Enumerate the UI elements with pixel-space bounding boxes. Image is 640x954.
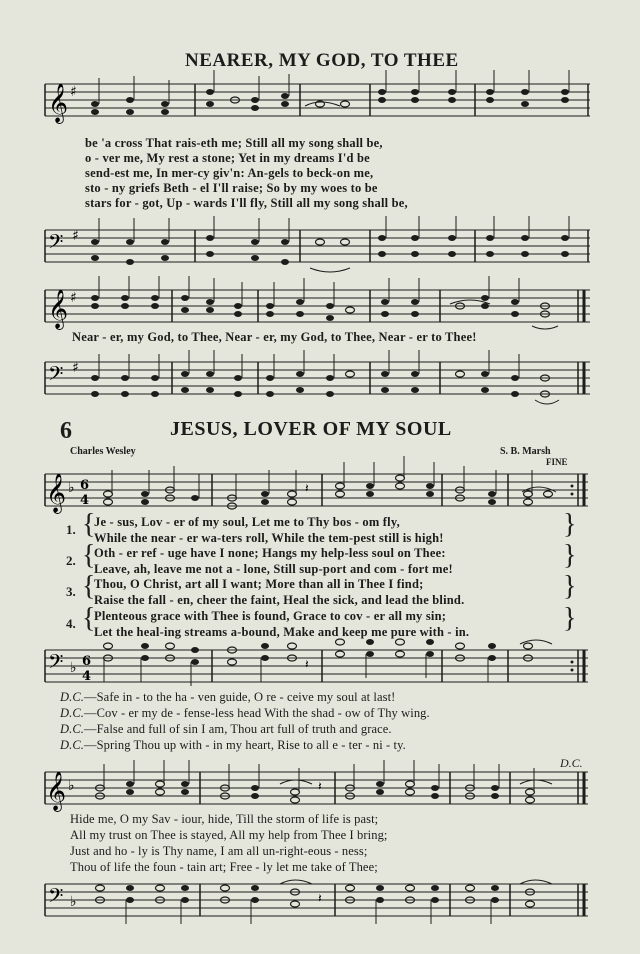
hymn-title-jesus: JESUS, LOVER OF MY SOUL: [170, 418, 452, 440]
verse-number-2: 2.: [66, 553, 76, 568]
brace-left-3: {: [82, 571, 96, 602]
svg-text:𝄢: 𝄢: [48, 230, 64, 258]
verse-number-1: 1.: [66, 522, 76, 537]
brace-right-4: }: [563, 603, 577, 634]
svg-text:6: 6: [80, 478, 90, 493]
staff-bass-1: [0, 218, 640, 278]
hymn5-verse-line-3: send-est me, In mer-cy giv'n: An-gels to beck-on me,: [85, 166, 374, 180]
dc-label-1: D.C.: [60, 690, 85, 704]
brace-left-2: {: [82, 540, 96, 571]
composer-credit: S. B. Marsh: [500, 446, 551, 457]
dc-label-2: D.C.: [60, 706, 85, 720]
svg-text:𝄽: 𝄽: [318, 891, 322, 905]
dc-label-3: D.C.: [60, 722, 85, 736]
svg-text:♭: ♭: [70, 660, 77, 676]
staff-bass-3: [0, 638, 640, 694]
dc-line-3: [60, 722, 392, 737]
middle-line-4: Thou of life the foun - tain art; Free - ly let me take of Thee;: [70, 860, 378, 874]
verse-2-line-2: Leave, ah, leave me not a - lone, Still sup-port and com - fort me!: [94, 562, 453, 576]
svg-text:𝄢: 𝄢: [48, 362, 64, 390]
dc-text-3: —False and full of sin I am, Thou art full of truth and grace.: [84, 722, 392, 736]
verse-number-4: 4.: [66, 616, 76, 631]
svg-text:𝄞: 𝄞: [46, 771, 67, 811]
brace-right-1: }: [563, 509, 577, 540]
svg-text:𝄞: 𝄞: [48, 83, 69, 123]
hymn5-verse-line-2: o - ver me, My rest a stone; Yet in my dreams I'd be: [85, 151, 370, 165]
verse-3-line-2: Raise the fall - en, cheer the faint, Heal the sick, and lead the blind.: [94, 593, 465, 607]
staff-bass-2: [0, 350, 640, 410]
dc-line-4: [60, 738, 406, 753]
hymn5-verse-line-5: stars for - got, Up - wards I'll fly, Still all my song shall be,: [85, 196, 408, 210]
verse-1-line-2: While the near - er wa-ters roll, While the tem-pest still is high!: [94, 531, 444, 545]
svg-text:𝄽: 𝄽: [305, 657, 309, 671]
brace-left-1: {: [82, 509, 96, 540]
dc-line-2: [60, 706, 430, 721]
verse-2-line-1: Oth - er ref - uge have I none; Hangs my help-less soul on Thee:: [94, 546, 446, 560]
middle-line-3: Just and ho - ly is Thy name, I am all un-right-eous - ness;: [70, 844, 368, 858]
brace-right-3: }: [563, 571, 577, 602]
dc-mark: D.C.: [560, 756, 583, 770]
svg-text:𝄽: 𝄽: [305, 481, 309, 495]
brace-right-2: }: [563, 540, 577, 571]
svg-text:6: 6: [82, 654, 92, 669]
middle-line-2: All my trust on Thee is stayed, All my help from Thee I bring;: [70, 828, 388, 842]
staff-treble-4: [0, 760, 640, 820]
hymn5-verse-line-1: be 'a cross That rais-eth me; Still all my song shall be,: [85, 136, 383, 150]
svg-text:𝄢: 𝄢: [48, 650, 64, 678]
verse-number-3: 3.: [66, 584, 76, 599]
svg-text:𝄞: 𝄞: [48, 289, 69, 329]
verse-4-line-1: Plenteous grace with Thee is found, Grace to cov - er all my sin;: [94, 609, 447, 623]
svg-text:♭: ♭: [68, 778, 75, 794]
staff-treble-2: [0, 278, 640, 338]
middle-line-1: Hide me, O my Sav - iour, hide, Till the storm of life is past;: [70, 812, 379, 826]
svg-text:♯: ♯: [70, 290, 77, 306]
brace-left-4: {: [82, 603, 96, 634]
svg-text:𝄽: 𝄽: [318, 779, 322, 793]
staff-treble-3: [0, 462, 640, 522]
hymn5-refrain: Near - er, my God, to Thee, Near - er, my God, to Thee, Near - er to Thee!: [72, 330, 477, 344]
svg-text:♯: ♯: [72, 228, 79, 244]
author-credit: Charles Wesley: [70, 446, 136, 457]
svg-text:♭: ♭: [68, 480, 75, 496]
svg-text:𝄞: 𝄞: [46, 473, 67, 513]
dc-text-4: —Spring Thou up with - in my heart, Rise to all e - ter - ni - ty.: [84, 738, 406, 752]
verse-3-line-1: Thou, O Christ, art all I want; More than all in Thee I find;: [94, 577, 424, 591]
hymn-title-nearer: NEARER, MY GOD, TO THEE: [185, 50, 459, 71]
svg-text:♯: ♯: [70, 84, 77, 100]
dc-label-4: D.C.: [60, 738, 85, 752]
fine-marking: FINE: [546, 457, 568, 467]
svg-text:♯: ♯: [72, 360, 79, 376]
dc-text-2: —Cov - er my de - fense-less head With the shad - ow of Thy wing.: [84, 706, 430, 720]
hymn-number: 6: [60, 418, 72, 444]
staff-bass-4: [0, 872, 640, 932]
svg-text:4: 4: [80, 493, 90, 508]
svg-text:𝄢: 𝄢: [48, 884, 64, 912]
svg-text:♭: ♭: [70, 894, 77, 910]
verse-4-line-2: Let the heal-ing streams a-bound, Make and keep me pure with - in.: [94, 625, 470, 639]
dc-text-1: —Safe in - to the ha - ven guide, O re - ceive my soul at last!: [84, 690, 396, 704]
dc-line-1: [60, 690, 395, 705]
verse-1-line-1: Je - sus, Lov - er of my soul, Let me to Thy bos - om fly,: [94, 515, 400, 529]
staff-treble-1: [0, 70, 640, 130]
hymn5-verse-line-4: sto - ny griefs Beth - el I'll raise; So by my woes to be: [85, 181, 378, 195]
svg-text:4: 4: [82, 669, 92, 684]
